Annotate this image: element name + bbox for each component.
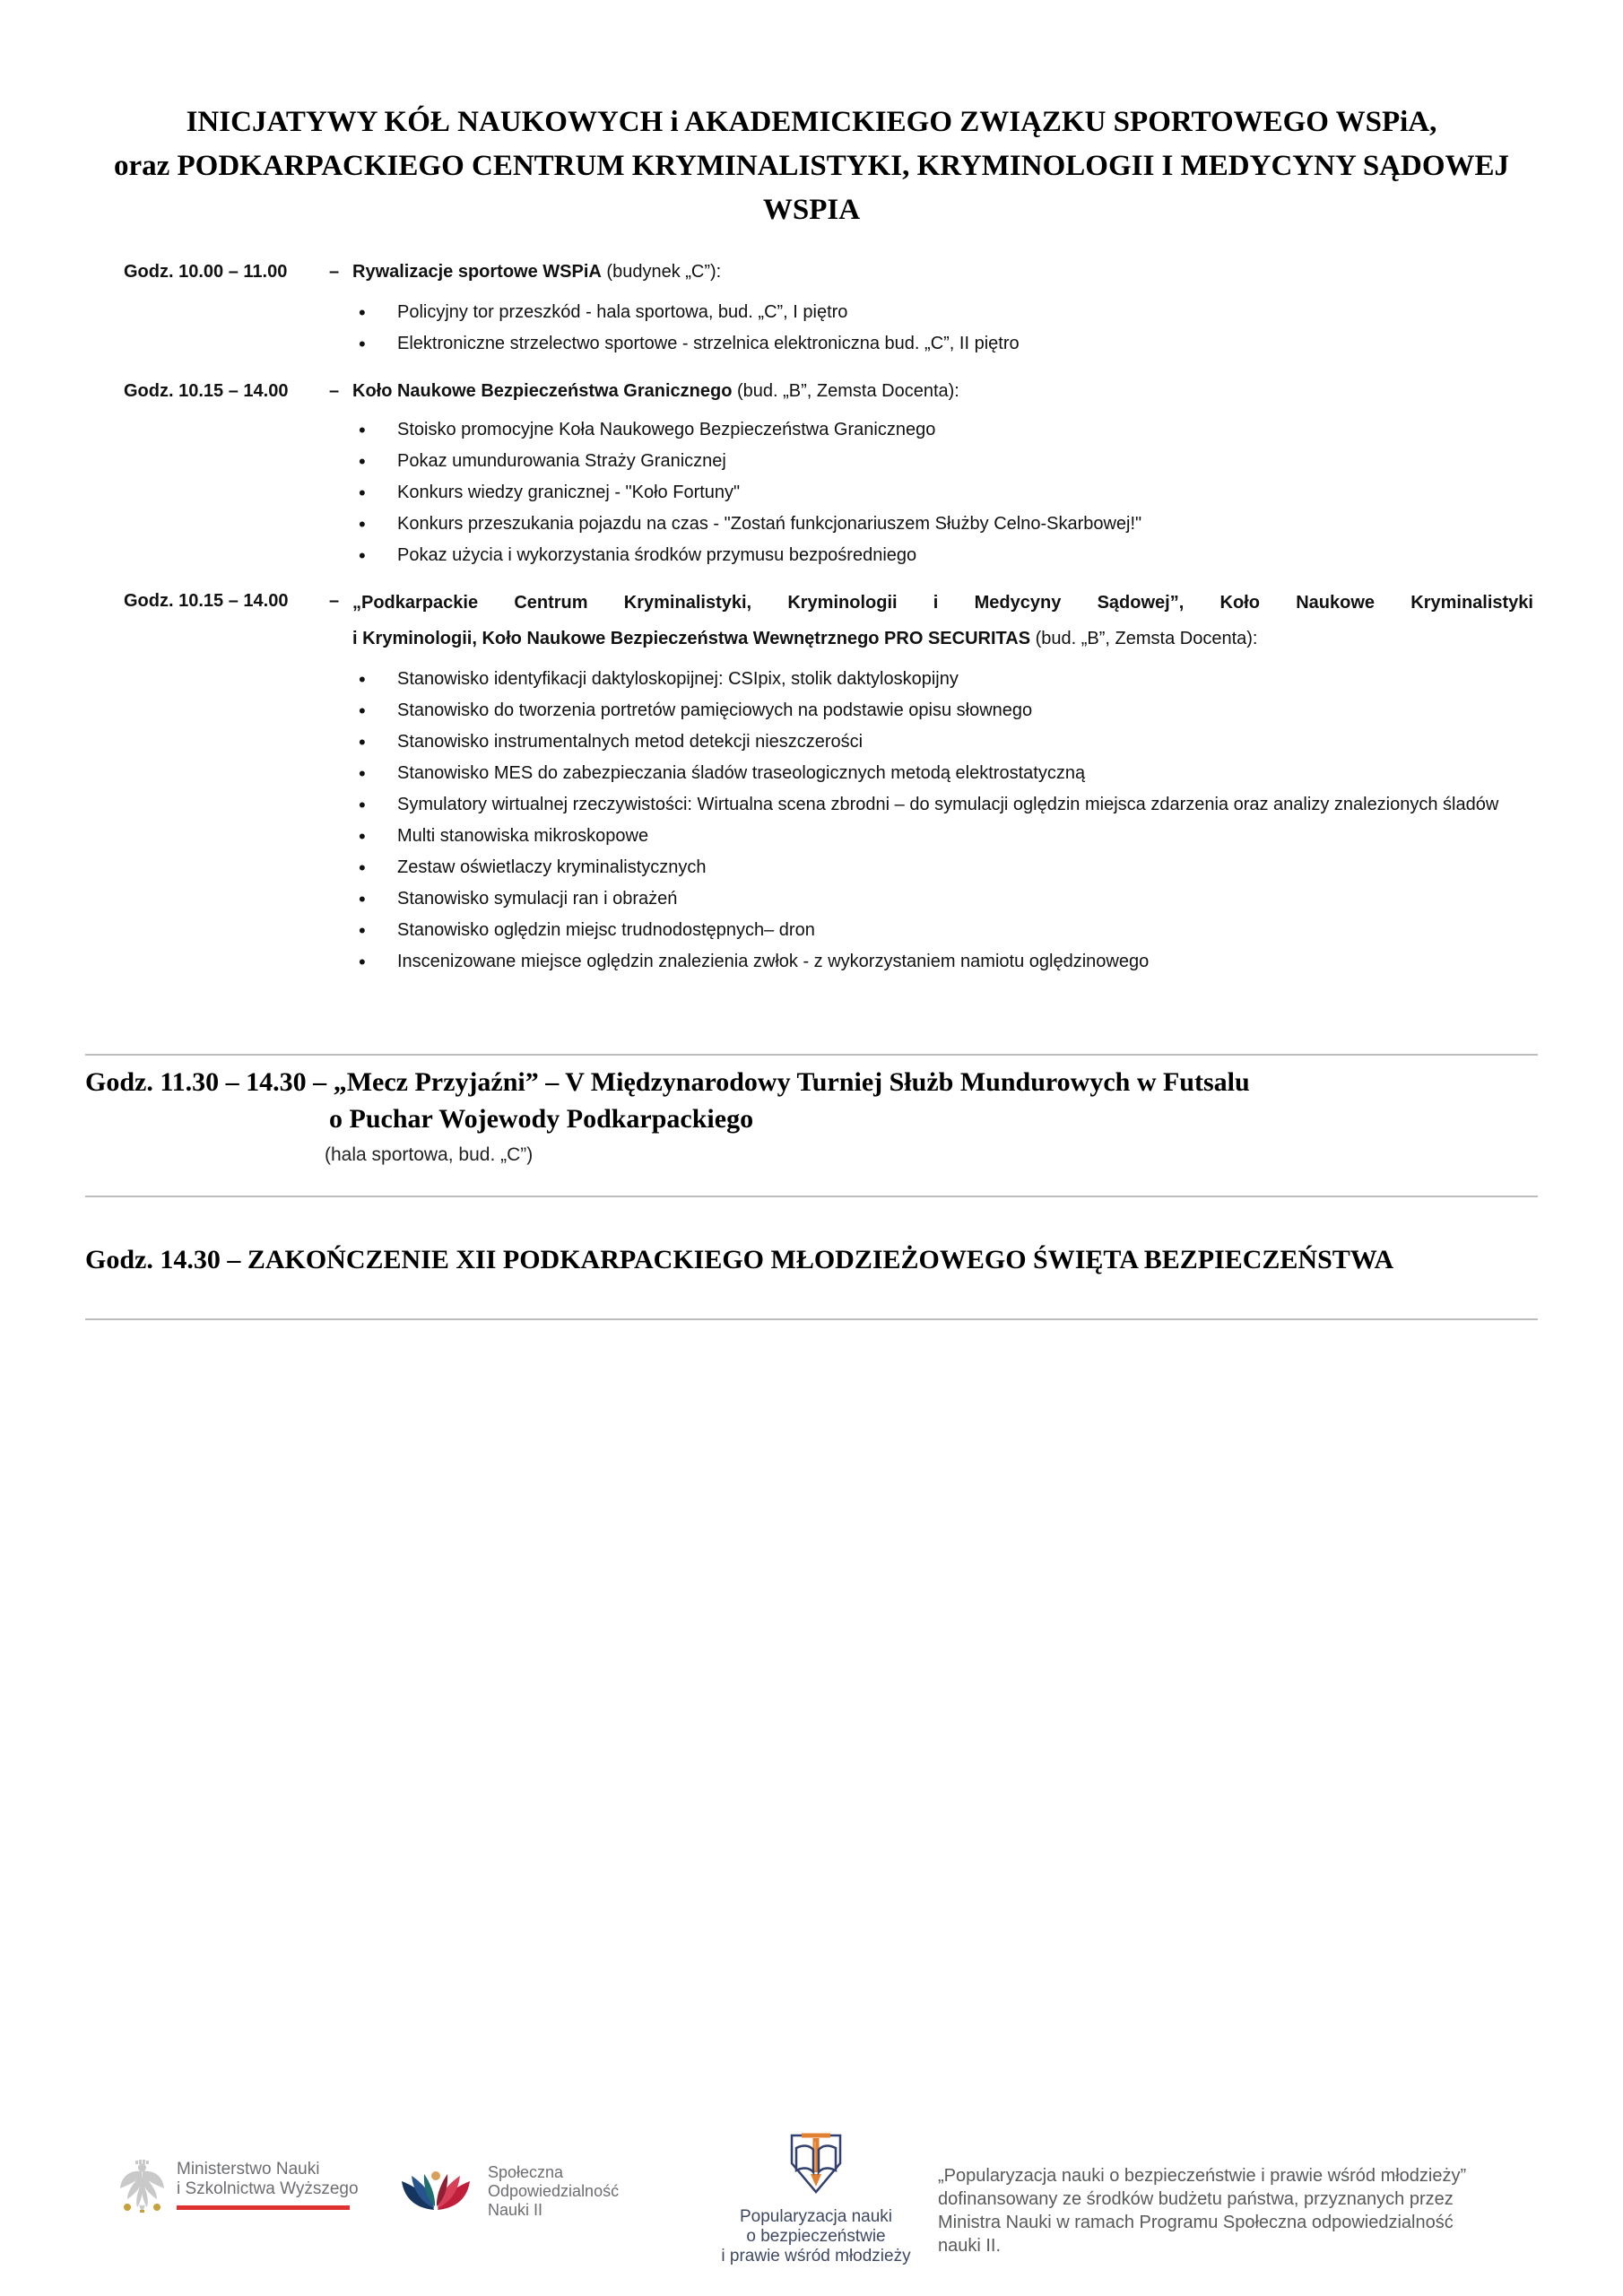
- red-underline: [177, 2205, 350, 2210]
- section-heading: Koło Naukowe Bezpieczeństwa Granicznego (bud. „B”, Zemsta Docenta):: [352, 381, 959, 401]
- son-logo: [400, 2163, 619, 2220]
- ministry-logo: [117, 2160, 359, 2222]
- time-label: Godz. 10.15 – 14.00: [124, 591, 289, 611]
- bullet-item: • Stanowisko symulacji ran i obrażeń: [352, 883, 1533, 915]
- bullet-item: • Stanowisko MES do zabezpieczania śladów traseologicznych metodą elektrostatyczną: [352, 758, 1533, 789]
- section-heading-line-2: i Kryminologii, Koło Naukowe Bezpieczeństwa Wewnętrznego PRO SECURITAS (bud. „B”, Zemsta Docenta):: [352, 629, 1258, 648]
- time-label: Godz. 10.15 – 14.00: [124, 381, 289, 401]
- divider-rule: [85, 1054, 1538, 1056]
- bullet-item: • Stanowisko do tworzenia portretów pamięciowych na podstawie opisu słownego: [352, 695, 1533, 726]
- closing-section: [85, 1243, 1569, 1277]
- separator-dash: –: [329, 262, 340, 282]
- title-line-1: INICJATYWY KÓŁ NAUKOWYCH i AKADEMICKIEGO ZWIĄZKU SPORTOWEGO WSPiA,: [186, 106, 1437, 138]
- schedule-section-border-security: [124, 375, 1533, 571]
- bullet-item: • Symulatory wirtualnej rzeczywistości: Wirtualna scena zbrodni – do symulacji oględzin miejsca zdarzenia oraz analizy znalezionych śladów: [352, 789, 1533, 821]
- match-subheading: o Puchar Wojewody Podkarpackiego: [329, 1104, 754, 1134]
- book-fan-icon: [400, 2165, 472, 2218]
- funding-note-line-3: Ministra Nauki w ramach Programu Społeczna odpowiedzialność nauki II.: [938, 2213, 1454, 2256]
- bullet-item: • Pokaz umundurowania Straży Granicznej: [352, 446, 1533, 477]
- bullet-list: [352, 297, 1533, 360]
- bullet-item: • Zestaw oświetlaczy kryminalistycznych: [352, 852, 1533, 883]
- match-title: „Mecz Przyjaźni” – V Międzynarodowy Turniej Służb Mundurowych w Futsalu: [333, 1067, 1250, 1097]
- section-heading-line-1: „Podkarpackie Centrum Kryminalistyki, Kryminologii i Medycyny Sądowej”, Koło Naukowe Kryminalistyki: [352, 593, 1533, 613]
- bullet-item: • Konkurs przeszukania pojazdu na czas - "Zostań funkcjonariuszem Służby Celno-Skarbowej!": [352, 509, 1533, 540]
- title-line-3: WSPIA: [762, 194, 861, 226]
- popularization-logo: [713, 2133, 919, 2266]
- son-label-line-2: Odpowiedzialność: [488, 2182, 620, 2200]
- bullet-item: • Stoisko promocyjne Koła Naukowego Bezpieczeństwa Granicznego: [352, 414, 1533, 446]
- title-line-2: oraz PODKARPACKIEGO CENTRUM KRYMINALISTYKI, KRYMINOLOGII I MEDYCYNY SĄDOWEJ: [113, 150, 1510, 182]
- schedule-section-sports: [124, 256, 1533, 360]
- document-title: [54, 100, 1569, 232]
- match-heading-line: [85, 1064, 1569, 1100]
- bullet-item: • Konkurs wiedzy granicznej - "Koło Fortuny": [352, 477, 1533, 509]
- separator-dash: –: [329, 591, 340, 611]
- time-label: Godz. 11.30 – 14.30 –: [85, 1067, 334, 1097]
- popularization-label-line-3: i prawie wśród młodzieży: [721, 2247, 911, 2266]
- son-label-line-1: Społeczna: [488, 2163, 564, 2181]
- futsal-match-section: [85, 1064, 1569, 1173]
- closing-heading: Godz. 14.30 – ZAKOŃCZENIE XII PODKARPACKIEGO MŁODZIEŻOWEGO ŚWIĘTA BEZPIECZEŃSTWA: [85, 1245, 1394, 1274]
- funding-note: [938, 2164, 1494, 2257]
- book-shield-emblem-icon: [782, 2187, 850, 2203]
- ministry-label-line-1: Ministerstwo Nauki: [177, 2160, 320, 2179]
- schedule-section-forensics: [124, 585, 1533, 978]
- section-heading: Rywalizacje sportowe WSPiA (budynek „C”):: [352, 262, 722, 282]
- ministry-label-line-2: i Szkolnictwa Wyższego: [177, 2179, 359, 2198]
- bullet-item: • Pokaz użycia i wykorzystania środków przymusu bezpośredniego: [352, 540, 1533, 571]
- bullet-item: • Elektroniczne strzelectwo sportowe - strzelnica elektroniczna bud. „C”, II piętro: [352, 328, 1533, 360]
- bullet-item: • Stanowisko identyfikacji daktyloskopijnej: CSIpix, stolik daktyloskopijny: [352, 664, 1533, 695]
- venue-note: (hala sportowa, bud. „C”): [325, 1144, 534, 1165]
- bullet-item: • Stanowisko oględzin miejsc trudnodostępnych– dron: [352, 915, 1533, 946]
- bullet-item: • Stanowisko instrumentalnych metod detekcji nieszczerości: [352, 726, 1533, 758]
- son-label-line-3: Nauki II: [488, 2201, 543, 2219]
- bullet-item: • Policyjny tor przeszkód - hala sportowa, bud. „C”, I piętro: [352, 297, 1533, 328]
- funding-note-line-1: „Popularyzacja nauki o bezpieczeństwie i prawie wśród młodzieży”: [938, 2166, 1467, 2186]
- popularization-label-line-2: o bezpieczeństwie: [746, 2227, 886, 2246]
- bullet-list: [352, 414, 1533, 571]
- divider-rule: [85, 1196, 1538, 1197]
- bullet-item: • Multi stanowiska mikroskopowe: [352, 821, 1533, 852]
- divider-rule: [85, 1318, 1538, 1320]
- popularization-label-line-1: Popularyzacja nauki: [739, 2207, 893, 2226]
- bullet-list: [352, 664, 1533, 978]
- separator-dash: –: [329, 381, 340, 401]
- bullet-item: • Inscenizowane miejsce oględzin znalezienia zwłok - z wykorzystaniem namiotu oględzinowego: [352, 946, 1533, 978]
- funding-note-line-2: dofinansowany ze środków budżetu państwa, przyznanych przez: [938, 2189, 1454, 2209]
- polish-eagle-icon: [117, 2160, 168, 2222]
- time-label: Godz. 10.00 – 11.00: [124, 262, 288, 282]
